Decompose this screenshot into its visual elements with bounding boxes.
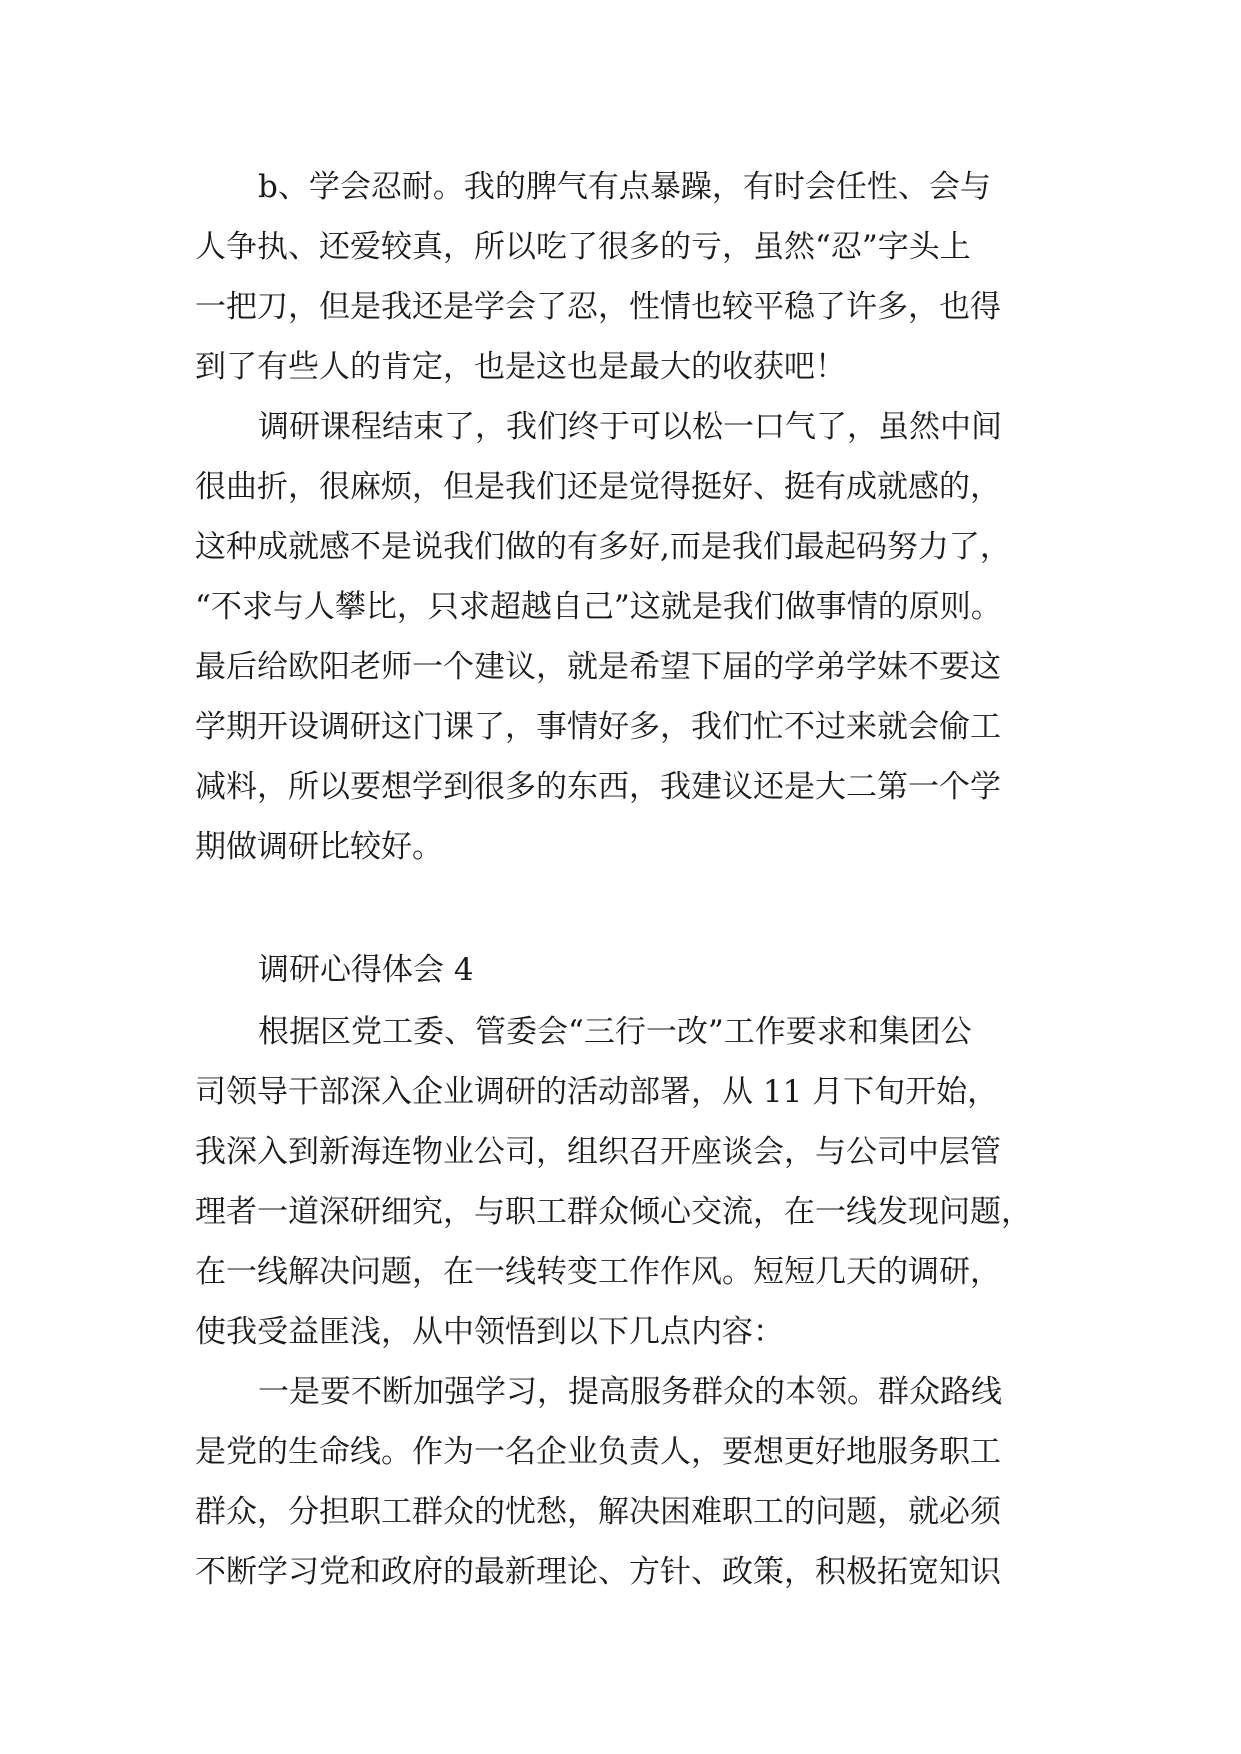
text-line: 使我受益匪浅，从中领悟到以下几点内容： — [195, 1314, 784, 1350]
text-line: 是党的生命线。作为一名企业负责人，要想更好地服务职工 — [195, 1434, 1001, 1470]
text-line: 到了有些人的肯定，也是这也是最大的收获吧！ — [195, 349, 846, 385]
text-line: 很曲折，很麻烦，但是我们还是觉得挺好、挺有成就感的， — [195, 469, 1001, 505]
text-line: 调研课程结束了，我们终于可以松一口气了，虽然中间 — [258, 409, 1002, 445]
text-line: 人争执、还爱较真，所以吃了很多的亏，虽然“忍”字头上 — [195, 229, 971, 265]
text-line: 司领导干部深入企业调研的活动部署，从 11 月下旬开始， — [195, 1074, 999, 1110]
text-line: 期做调研比较好。 — [195, 829, 443, 865]
text-line: 理者一道深研细究，与职工群众倾心交流，在一线发现问题， — [195, 1194, 1032, 1230]
text-line: 在一线解决问题，在一线转变工作作风。短短几天的调研， — [195, 1254, 1001, 1290]
text-line: 群众，分担职工群众的忧愁，解决困难职工的问题，就必须 — [195, 1494, 1001, 1530]
text-line: 这种成就感不是说我们做的有多好,而是我们最起码努力了， — [195, 529, 1011, 565]
text-line: 我深入到新海连物业公司，组织召开座谈会，与公司中层管 — [195, 1134, 1001, 1170]
text-line: “不求与人攀比，只求超越自己”这就是我们做事情的原则。 — [195, 589, 1002, 625]
text-line: 学期开设调研这门课了，事情好多，我们忙不过来就会偷工 — [195, 709, 1001, 745]
text-line: 减料，所以要想学到很多的东西，我建议还是大二第一个学 — [195, 769, 1001, 805]
text-line: 不断学习党和政府的最新理论、方针、政策，积极拓宽知识 — [195, 1554, 1001, 1590]
section-heading: 调研心得体会 4 — [258, 952, 474, 988]
text-line: 一是要不断加强学习，提高服务群众的本领。群众路线 — [258, 1374, 1002, 1410]
text-line: 最后给欧阳老师一个建议，就是希望下届的学弟学妹不要这 — [195, 649, 1001, 685]
text-line: 根据区党工委、管委会“三行一改”工作要求和集团公 — [258, 1014, 972, 1050]
text-line: b、学会忍耐。我的脾气有点暴躁，有时会任性、会与 — [258, 169, 991, 205]
text-line: 一把刀，但是我还是学会了忍，性情也较平稳了许多，也得 — [195, 289, 1001, 325]
